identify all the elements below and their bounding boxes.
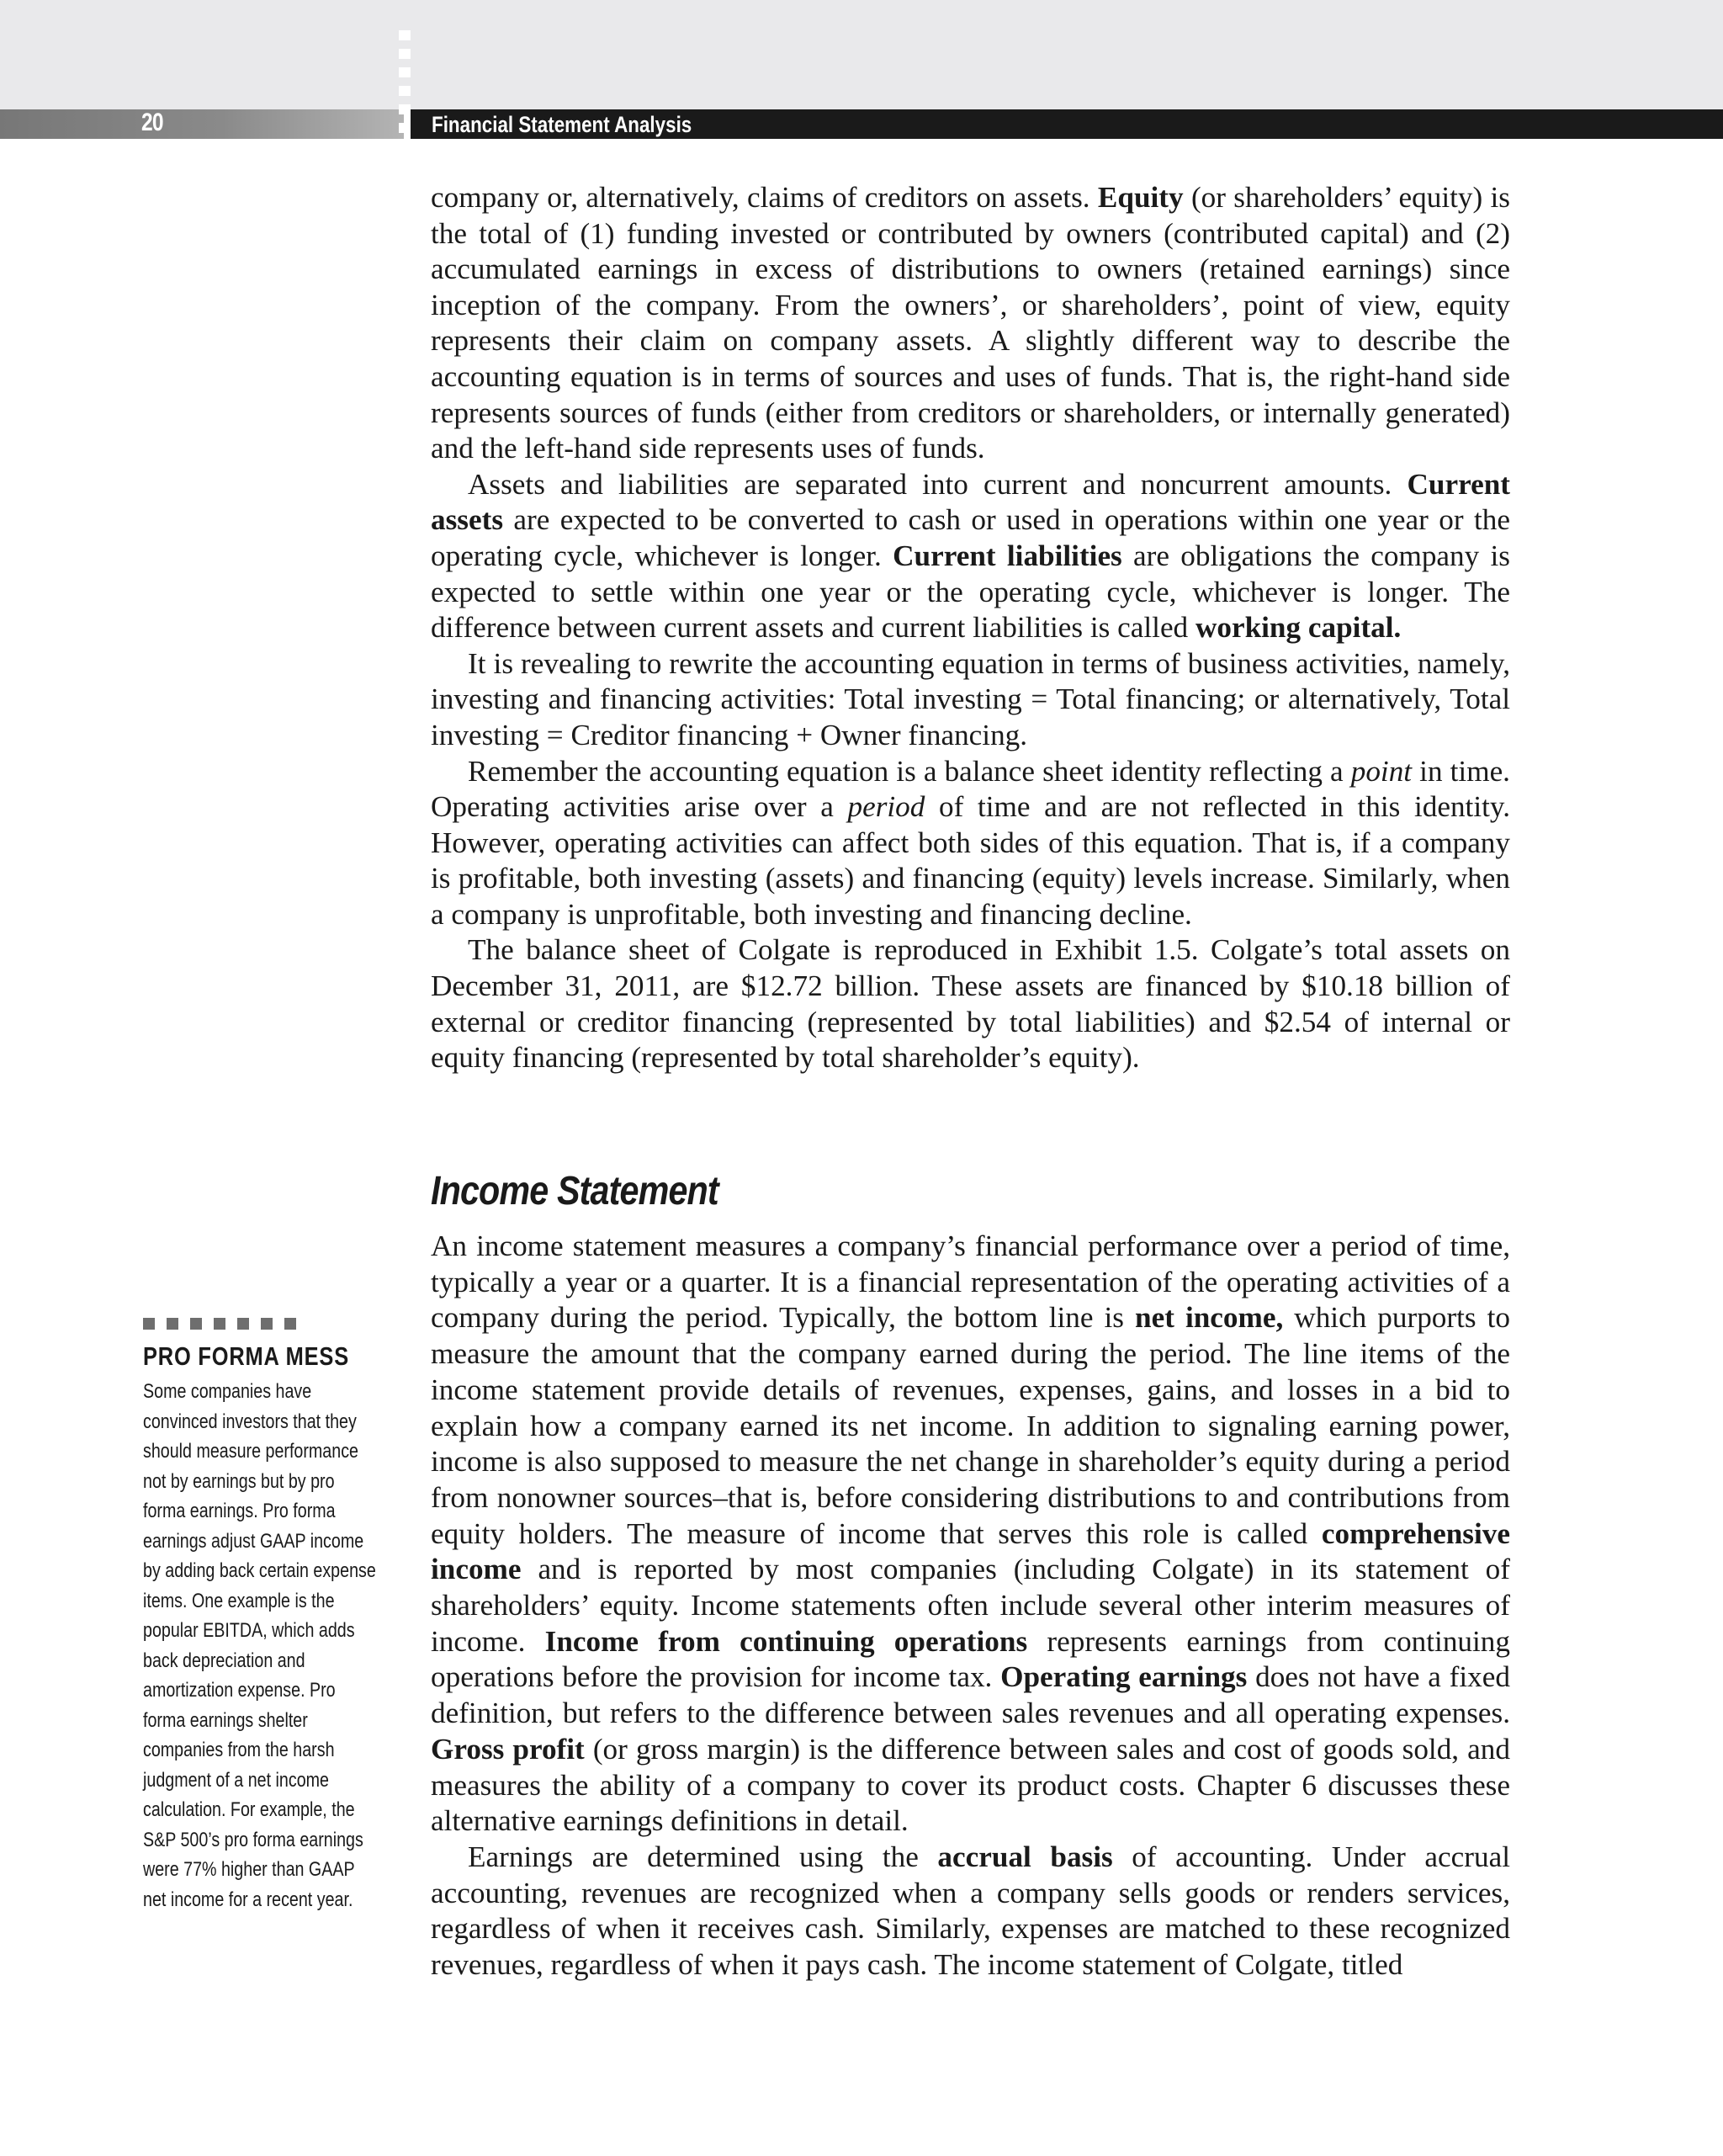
text-run: in time. Operating activities arise over a <box>431 754 1510 824</box>
sidebar-title: PRO FORMA MESS <box>143 1341 349 1371</box>
running-head: Financial Statement Analysis <box>432 112 692 137</box>
margin-dash-4 <box>399 86 411 96</box>
text-run: are expected to be converted to cash or used in operations within one year or the operating cycle, whichever is longer. <box>431 503 1510 572</box>
text-run: represents earnings from continuing operations before the provision for income tax. <box>431 1624 1510 1694</box>
paragraph-accrual-basis <box>431 1840 1510 1983</box>
term-gross-profit: Gross profit <box>431 1732 585 1766</box>
square-mark <box>143 1318 155 1330</box>
text-run: Earnings are determined using the <box>468 1840 938 1873</box>
square-mark <box>261 1318 273 1330</box>
square-mark <box>214 1318 225 1330</box>
paragraph-business-activities: It is revealing to rewrite the accounting equation in terms of business activities, namely, investing and financing activities: Total investing = Total financing; or alternatively, Total investing = Creditor financing + Owner financing. <box>431 646 1510 751</box>
square-mark <box>237 1318 249 1330</box>
sidebar-body: Some companies have convinced investors that they should measure performance not by earnings but by pro forma earnings. Pro forma earnings adjust GAAP income by adding back certain expense items. One example is the popular EBITDA, which adds back depreciation and amortization expense. Pro forma earnings shelter companies from the harsh judgment of a net income calculation. For example, the S&P 500’s pro forma earnings were 77% higher than GAAP net income for a recent year. <box>143 1380 376 1911</box>
text-run: Remember the accounting equation is a balance sheet identity reflecting a <box>468 754 1351 788</box>
margin-dash-6 <box>399 123 411 133</box>
sidebar-decoration <box>143 1318 395 1330</box>
text-run: which purports to measure the amount that the company earned during the period. The line items of the income statement provide details of revenues, expenses, gains, and losses in a bid to explain how a company earned its net income. In addition to signaling earning power, income is also supposed to measure the net change in shareholder’s equity during a period from nonowner sources–that is, before considering distributions to and contributions from equity holders. The measure of income that serves this role is called <box>431 1301 1510 1550</box>
text-run: of time and are not reflected in this identity. However, operating activities can affect both sides of this equation. That is, if a company is profitable, both investing (assets) and financing (equity) levels increase. Similarly, when a company is unprofitable, both investing and financing decline. <box>431 790 1510 931</box>
text-run: are obligations the company is expected to settle within one year or the operating cycle, whichever is longer. The difference between current assets and current liabilities is called <box>431 539 1510 645</box>
text-run: of accounting. Under accrual accounting, revenues are recognized when a company sells goods or renders services, regardless of when it receives cash. Similarly, expenses are matched to these recognized revenues, regardless of when it pays cash. The income statement of Colgate, titled <box>431 1840 1510 1982</box>
text-run: An income statement measures a company’s financial performance over a period of time, typically a year or a quarter. It is a financial representation of the operating activities of a company during the period. Typically, the bottom line is <box>431 1229 1510 1335</box>
paragraph-income-statement <box>431 1229 1510 1840</box>
text-run: and is reported by most companies (including Colgate) in its statement of shareholders’ equity. Income statements often include several other interim measures of income. <box>431 1553 1510 1658</box>
text-run: Assets and liabilities are separated into current and noncurrent amounts. <box>468 467 1408 501</box>
header-left-bar <box>0 109 404 139</box>
term-income-from-continuing-operations: Income from continuing operations <box>544 1624 1028 1658</box>
term-working-capital: working capital. <box>1195 611 1402 645</box>
sidebar-note <box>143 1318 395 1914</box>
term-operating-earnings: Operating earnings <box>1000 1660 1248 1694</box>
section-title: Income Statement <box>431 1169 718 1213</box>
square-mark <box>190 1318 202 1330</box>
margin-dash-3 <box>399 67 411 77</box>
text-run: does not have a fixed definition, but refers to the difference between sales revenues and all operating expenses. <box>431 1660 1510 1730</box>
text-run: (or shareholders’ equity) is the total of (1) funding invested or contributed by owners (contributed capital) and (2) accumulated earnings in excess of distributions to owners (retained earnings) since inception of the company. From the owners’, or shareholders’, point of view, equity represents their claim on company assets. A slightly different way to describe the accounting equation is in terms of sources and uses of funds. That is, the right-hand side represents sources of funds (either from creditors or shareholders, or internally generated) and the left-hand side represents uses of funds. <box>431 181 1510 465</box>
term-accrual-basis: accrual basis <box>937 1840 1113 1873</box>
term-net-income: net income, <box>1135 1301 1284 1335</box>
text-run: (or gross margin) is the difference between sales and cost of goods sold, and measures the ability of a company to cover its product costs. Chapter 6 discusses these alternative earnings definitions in detail. <box>431 1732 1510 1838</box>
term-comprehensive-income: comprehensive income <box>431 1516 1510 1586</box>
square-mark <box>284 1318 296 1330</box>
emphasis-point: point <box>1350 754 1413 788</box>
emphasis-period: period <box>847 790 925 824</box>
page-top-band <box>0 0 1723 109</box>
term-equity: Equity <box>1097 181 1184 214</box>
square-mark <box>167 1318 178 1330</box>
paragraph-point-in-time <box>431 754 1510 933</box>
paragraph-equity <box>431 180 1510 467</box>
paragraph-colgate-balance-sheet: The balance sheet of Colgate is reproduced in Exhibit 1.5. Colgate’s total assets on December 31, 2011, are $12.72 billion. These assets are financed by $10.18 billion of external or creditor financing (represented by total liabilities) and $2.54 of internal or equity financing (represented by total shareholder’s equity). <box>431 933 1510 1075</box>
margin-dash-5 <box>399 104 411 114</box>
term-current-assets: Current assets <box>431 467 1510 537</box>
income-statement-text <box>431 1229 1510 1983</box>
paragraph-current-amounts <box>431 467 1510 646</box>
margin-dash-1 <box>399 30 411 40</box>
page-number: 20 <box>141 109 163 136</box>
margin-dash-2 <box>399 49 411 59</box>
term-current-liabilities: Current liabilities <box>893 539 1122 572</box>
body-text <box>431 180 1510 1076</box>
text-run: company or, alternatively, claims of creditors on assets. <box>431 181 1098 214</box>
